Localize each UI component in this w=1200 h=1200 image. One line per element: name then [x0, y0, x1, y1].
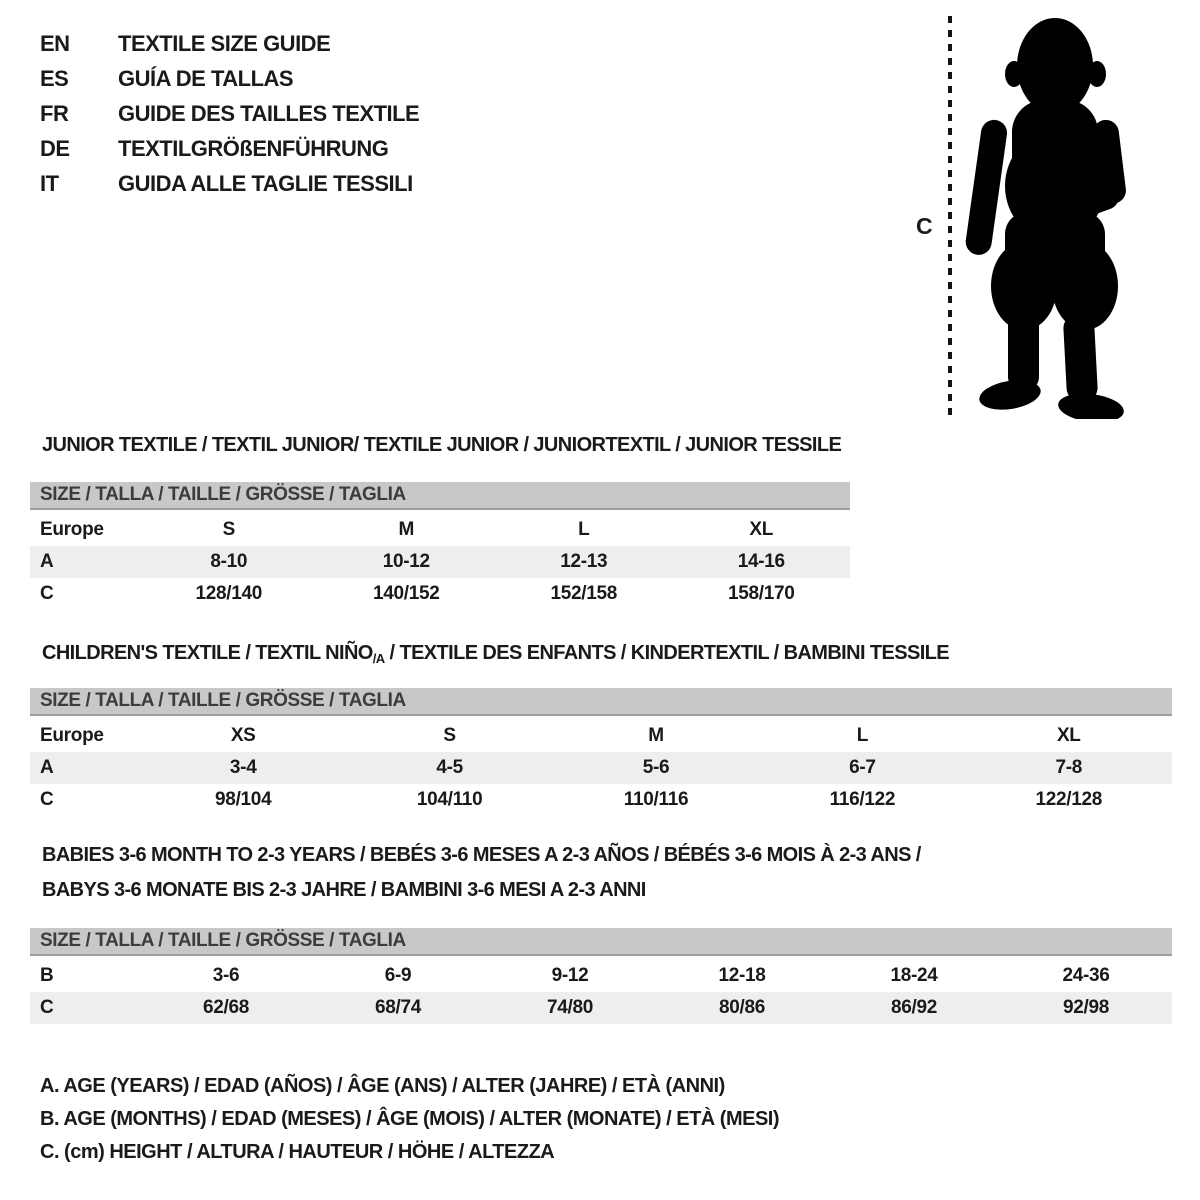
babies-table-size-header: SIZE / TALLA / TAILLE / GRÖSSE / TAGLIA: [30, 928, 1172, 956]
row-label: C: [40, 583, 54, 604]
children-row-age: [30, 752, 1172, 784]
junior-row-height: [30, 578, 850, 610]
age-value: 8-10: [210, 551, 248, 572]
children-heading-subscript: /A: [372, 651, 385, 666]
height-value: 122/128: [1035, 789, 1103, 810]
months-value: 24-36: [1062, 965, 1110, 986]
size-value: XL: [749, 519, 774, 540]
language-row-es: [40, 61, 419, 96]
language-code: IT: [40, 171, 59, 196]
children-table-size-header: SIZE / TALLA / TAILLE / GRÖSSE / TAGLIA: [30, 688, 1172, 716]
language-row-en: [40, 26, 419, 61]
language-code: FR: [40, 101, 69, 126]
junior-row-age: [30, 546, 850, 578]
height-value: 86/92: [890, 997, 938, 1018]
size-value: M: [648, 725, 664, 746]
height-value: 110/116: [623, 789, 689, 810]
junior-section-heading: JUNIOR TEXTILE / TEXTIL JUNIOR/ TEXTILE JUNIOR / JUNIORTEXTIL / JUNIOR TESSILE: [42, 434, 842, 456]
height-value: 80/86: [718, 997, 766, 1018]
height-value: 158/170: [727, 583, 795, 604]
babies-section-heading-line1: BABIES 3-6 MONTH TO 2-3 YEARS / BEBÉS 3-6 MESES A 2-3 AÑOS / BÉBÉS 3-6 MOIS À 2-3 ANS /: [42, 844, 921, 866]
size-value: XS: [230, 725, 256, 746]
legend-age-months: B. AGE (MONTHS) / EDAD (MESES) / ÂGE (MOIS) / ALTER (MONATE) / ETÀ (MESI): [40, 1108, 780, 1130]
height-value: 68/74: [374, 997, 422, 1018]
children-row-height: [30, 784, 1172, 816]
age-value: 10-12: [382, 551, 430, 572]
measurement-legend: [40, 1070, 779, 1169]
size-value: L: [578, 519, 590, 540]
guide-title-fr: GUIDE DES TAILLES TEXTILE: [118, 101, 420, 126]
children-size-table: [30, 688, 1172, 816]
age-value: 12-13: [560, 551, 608, 572]
height-value: 74/80: [546, 997, 594, 1018]
size-value: S: [222, 519, 235, 540]
months-value: 9-12: [551, 965, 589, 986]
row-label: Europe: [40, 519, 104, 540]
size-value: XL: [1056, 725, 1081, 746]
height-value: 140/152: [372, 583, 440, 604]
months-value: 12-18: [718, 965, 766, 986]
children-heading-main: CHILDREN'S TEXTILE / TEXTIL NIÑO: [42, 642, 373, 664]
size-value: S: [443, 725, 456, 746]
row-label: Europe: [40, 725, 104, 746]
row-label: C: [40, 789, 54, 810]
language-row-de: [40, 131, 419, 166]
babies-row-height: [30, 992, 1172, 1024]
size-value: M: [398, 519, 415, 540]
language-title-block: [40, 26, 419, 201]
height-measure-dashed-line: [948, 16, 952, 416]
guide-title-en: TEXTILE SIZE GUIDE: [118, 31, 331, 56]
age-value: 4-5: [436, 757, 463, 778]
guide-title-es: GUÍA DE TALLAS: [118, 66, 294, 91]
babies-section-heading-line2: BABYS 3-6 MONATE BIS 2-3 JAHRE / BAMBINI 3-6 MESI A 2-3 ANNI: [42, 879, 646, 901]
height-value: 116/122: [829, 789, 896, 810]
babies-size-table: [30, 928, 1172, 1024]
guide-title-de: TEXTILGRÖßENFÜHRUNG: [118, 136, 389, 161]
height-value: 92/98: [1062, 997, 1110, 1018]
legend-age-years: A. AGE (YEARS) / EDAD (AÑOS) / ÂGE (ANS) / ALTER (JAHRE) / ETÀ (ANNI): [40, 1075, 725, 1097]
age-value: 7-8: [1055, 757, 1083, 778]
age-value: 14-16: [737, 551, 785, 572]
height-value: 62/68: [202, 997, 250, 1018]
junior-row-europe: [30, 514, 850, 546]
age-value: 5-6: [642, 757, 670, 778]
language-code: DE: [40, 136, 70, 161]
height-measure-label: C: [916, 213, 933, 239]
height-value: 152/158: [550, 583, 618, 604]
legend-height-cm: C. (cm) HEIGHT / ALTURA / HAUTEUR / HÖHE / ALTEZZA: [40, 1141, 555, 1163]
size-value: L: [856, 725, 869, 746]
language-row-fr: [40, 96, 419, 131]
toddler-silhouette-icon: [960, 14, 1145, 424]
height-value: 128/140: [195, 583, 263, 604]
children-heading-rest: / TEXTILE DES ENFANTS / KINDERTEXTIL / BAMBINI TESSILE: [384, 642, 950, 664]
children-row-europe: [30, 720, 1172, 752]
junior-table-size-header: SIZE / TALLA / TAILLE / GRÖSSE / TAGLIA: [30, 482, 850, 510]
row-label: A: [40, 757, 54, 778]
months-value: 18-24: [890, 965, 938, 986]
row-label: A: [40, 551, 54, 572]
row-label: B: [40, 965, 54, 986]
language-code: EN: [40, 31, 70, 56]
junior-size-table: [30, 482, 850, 610]
row-label: C: [40, 997, 54, 1018]
children-section-heading: [42, 642, 949, 666]
language-code: ES: [40, 66, 69, 91]
height-value: 104/110: [416, 789, 483, 810]
months-value: 3-6: [212, 965, 240, 986]
age-value: 6-7: [849, 757, 876, 778]
guide-title-it: GUIDA ALLE TAGLIE TESSILI: [118, 171, 413, 196]
language-row-it: [40, 166, 419, 201]
height-value: 98/104: [215, 789, 272, 810]
babies-row-months: [30, 960, 1172, 992]
age-value: 3-4: [229, 757, 257, 778]
months-value: 6-9: [384, 965, 412, 986]
